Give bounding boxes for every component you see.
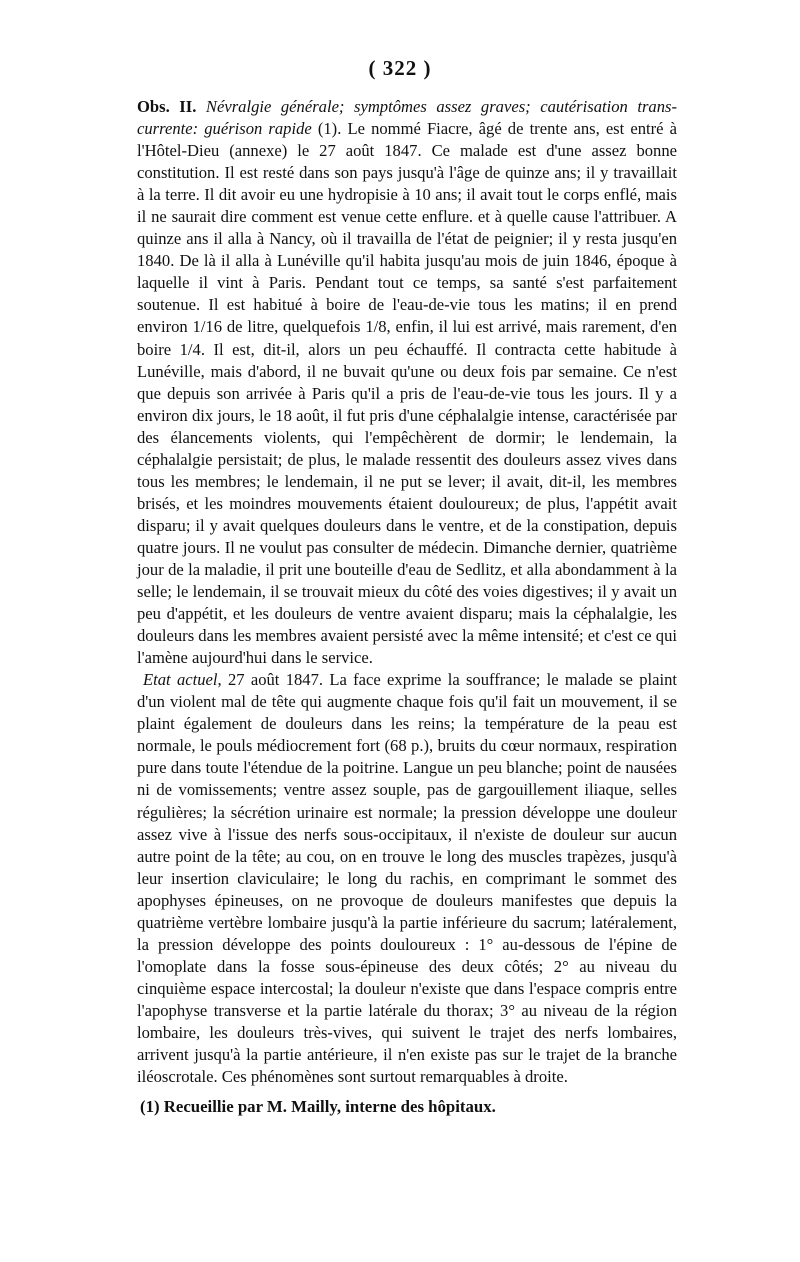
current-state-body: , 27 août 1847. La face exprime la souffrance; le malade se plaint d'un violent mal de tête qui augmente chaque fois qu'il fait un mouvement, il se plaint également de douleurs dans les reins; la température de la peau est normale, le pouls médiocrement fort (68 p.), bruits du cœur normaux, respiration pure dans toute l'étendue de la poitrine. Langue un peu blanche; point de nausées ni de vomissements; ventre assez souple, pas de gargouillement iliaque, selles régulières; la sécrétion urinaire est normale; la pression développe une douleur assez vive à l'issue des nerfs sous-occipitaux, il n'existe de douleur sur aucun autre point de la tête; au cou, on en trouve le long des muscles trapèzes, jusqu'à leur insertion claviculaire; le long du rachis, en comprimant le sommet des apophyses épineuses, on ne provoque de douleurs manifestes que depuis la quatrième vertèbre lombaire jusqu'à la partie inférieure du sacrum; latéralement, la pression développe des points douloureux : 1° au-dessous de l'épine de l'omoplate dans la fosse sous-épineuse des deux côtés; 2° au niveau du cinquième espace intercostal; la douleur n'existe que dans l'espace compris entre l'apophyse transverse et la partie latérale du thorax; 3° au niveau de la région lombaire, les douleurs très-vives, qui suivent le trajet des nerfs lombaires, arrivent jusqu'à la partie antérieure, il n'en existe pas sur le trajet de la branche iléoscrotale. Ces phénomènes sont surtout remarquables à droite. [137, 670, 677, 1087]
current-state-paragraph [137, 669, 677, 1088]
current-state-label: Etat actuel [143, 670, 218, 690]
footnote: (1) Recueillie par M. Mailly, interne des hôpitaux. [140, 1097, 496, 1116]
observation-title: Névralgie générale; symptômes assez graves; cautérisation trans-currente: guérison rapide [137, 97, 677, 139]
observation-label: Obs. II. [137, 97, 197, 116]
observation-body: . Le nommé Fiacre, âgé de trente ans, est entré à l'Hôtel-Dieu (annexe) le 27 août 1847. Ce malade est d'une assez bonne constitution. Il est resté dans son pays jusqu'à l'âge de quinze ans; il y travaillait à la terre. Il dit avoir eu une hydropisie à 10 ans; il avait tout le corps enflé, mais il ne saurait dire comment est venue cette enflure. et à quelle cause l'attribuer. A quinze ans il alla à Nancy, où il travailla de l'état de peignier; il y resta jusqu'en 1840. De là il alla à Lunéville qu'il habita jusqu'au mois de juin 1846, époque à laquelle il vint à Paris. Pendant tout ce temps, sa santé s'est parfaitement soutenue. Il est habitué à boire de l'eau-de-vie tous les matins; il en prend environ 1/16 de litre, quelquefois 1/8, enfin, il lui est arrivé, mais rarement, d'en boire 1/4. Il est, dit-il, alors un peu échauffé. Il contracta cette habitude à Lunéville, mais d'abord, il ne buvait qu'une ou deux fois par semaine. Ce n'est que depuis son arrivée à Paris qu'il a pris de l'eau-de-vie tous les jours. Il y a environ dix jours, le 18 août, il fut pris d'une céphalalgie intense, caractérisée par des élancements violents, qui l'empêchèrent de dormir; le lendemain, la céphalalgie persistait; de plus, le malade ressentit des douleurs assez vives dans tous les membres; le lendemain, il ne put se lever; il avait, dit-il, les membres brisés, et les moindres mouvements étaient douloureux; de plus, l'appétit avait disparu; il y avait quelques douleurs dans le ventre, et de la constipation, depuis quatre jours. Il ne voulut pas consulter de médecin. Dimanche dernier, quatrième jour de la maladie, il prit une bouteille d'eau de Sedlitz, et alla abondamment à la selle; le lendemain, il se trouvait mieux du côté des voies digestives; il y avait un peu d'appétit, et les douleurs de ventre avaient disparu; mais la céphalalgie, les douleurs dans les membres avaient persisté avec la même intensité; et c'est ce qui l'amène aujourd'hui dans le service. [137, 119, 677, 668]
observation-paragraph [137, 96, 677, 669]
page-number: ( 322 ) [368, 56, 432, 80]
main-text [137, 96, 677, 1088]
footnote-reference: (1) [317, 119, 338, 139]
